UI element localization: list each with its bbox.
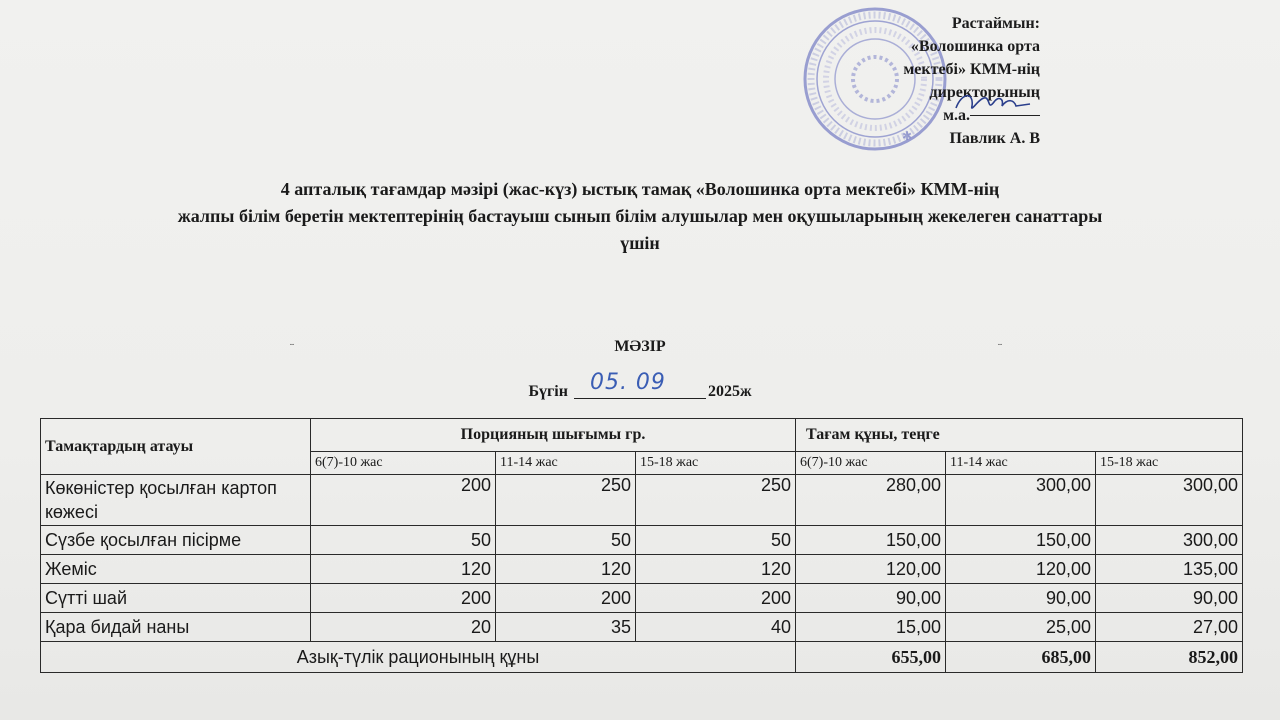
cost-cell: 135,00 [1096,555,1243,584]
dish-name: Қара бидай наны [41,613,311,642]
cost-cell: 120,00 [946,555,1096,584]
dish-name: Сүзбе қосылған пісірме [41,526,311,555]
document-title [40,176,1240,257]
cost-cell: 300,00 [946,475,1096,526]
handwritten-date: 05. 09 [589,370,666,395]
table-row [41,475,1243,526]
portion-cell: 35 [496,613,636,642]
dish-name: Көкөністер қосылған картоп көжесі [41,475,311,526]
cost-cell: 27,00 [1096,613,1243,642]
cost-cell: 300,00 [1096,475,1243,526]
date-field [574,370,706,399]
speck: ¨ [998,340,1002,354]
portion-cell: 50 [636,526,796,555]
cost-cell: 120,00 [796,555,946,584]
total-label: Азық-түлік рационының құны [41,642,796,673]
svg-text:✱: ✱ [902,129,913,143]
date-year: 2025ж [707,383,752,400]
cost-cell: 90,00 [1096,584,1243,613]
menu-heading: МӘЗІР [614,338,666,355]
date-label: Бүгін [528,383,568,400]
portion-cell: 50 [496,526,636,555]
portion-cell: 200 [496,584,636,613]
age-group-header: 6(7)-10 жас [796,452,946,475]
acting-label: м.а. [943,107,970,124]
portion-cell: 120 [496,555,636,584]
portion-cell: 50 [311,526,496,555]
cost-cell: 150,00 [796,526,946,555]
date-row [0,370,1280,401]
cost-cell: 25,00 [946,613,1096,642]
approval-position: директорының [929,84,1040,101]
approval-school-line2: мектебі» КММ-нің [903,61,1040,78]
portion-cell: 200 [636,584,796,613]
handwritten-signature [952,88,1032,118]
total-row [41,642,1243,673]
header-dish-name: Тамақтардың атауы [41,419,311,475]
age-group-header: 15-18 жас [1096,452,1243,475]
menu-table [40,418,1243,673]
cost-cell: 90,00 [946,584,1096,613]
title-line-2: жалпы білім беретін мектептерінің бастауыш сынып білім алушылар мен оқушыларының жекелеген санаттары [177,206,1103,226]
table-header-row [41,419,1243,452]
total-cost: 852,00 [1096,642,1243,673]
age-group-header: 6(7)-10 жас [311,452,496,475]
title-line-3: үшін [620,233,660,253]
table-row [41,584,1243,613]
portion-cell: 120 [311,555,496,584]
table-row [41,526,1243,555]
age-group-header: 11-14 жас [496,452,636,475]
title-line-1: 4 апталық тағамдар мәзірі (жас-күз) ыстық тамақ «Волошинка орта мектебі» КММ-нің [280,179,1000,199]
dish-name: Сүтті шай [41,584,311,613]
portion-cell: 250 [496,475,636,526]
portion-cell: 200 [311,584,496,613]
table-row [41,613,1243,642]
header-cost: Тағам құны, теңге [796,419,1243,452]
total-cost: 685,00 [946,642,1096,673]
portion-cell: 20 [311,613,496,642]
portion-cell: 120 [636,555,796,584]
table-row [41,555,1243,584]
cost-cell: 90,00 [796,584,946,613]
approval-school-line1: «Волошинка орта [910,38,1040,55]
cost-cell: 15,00 [796,613,946,642]
approval-block [840,12,1040,150]
cost-cell: 300,00 [1096,526,1243,555]
speck: ¨ [290,340,294,354]
age-group-header: 15-18 жас [636,452,796,475]
approval-director-name: Павлик А. В [949,130,1040,147]
cost-cell: 280,00 [796,475,946,526]
portion-cell: 250 [636,475,796,526]
cost-cell: 150,00 [946,526,1096,555]
portion-cell: 40 [636,613,796,642]
dish-name: Жеміс [41,555,311,584]
age-group-header: 11-14 жас [946,452,1096,475]
approval-heading: Растаймын: [951,15,1040,32]
portion-cell: 200 [311,475,496,526]
header-portion: Порцияның шығымы гр. [311,419,796,452]
total-cost: 655,00 [796,642,946,673]
